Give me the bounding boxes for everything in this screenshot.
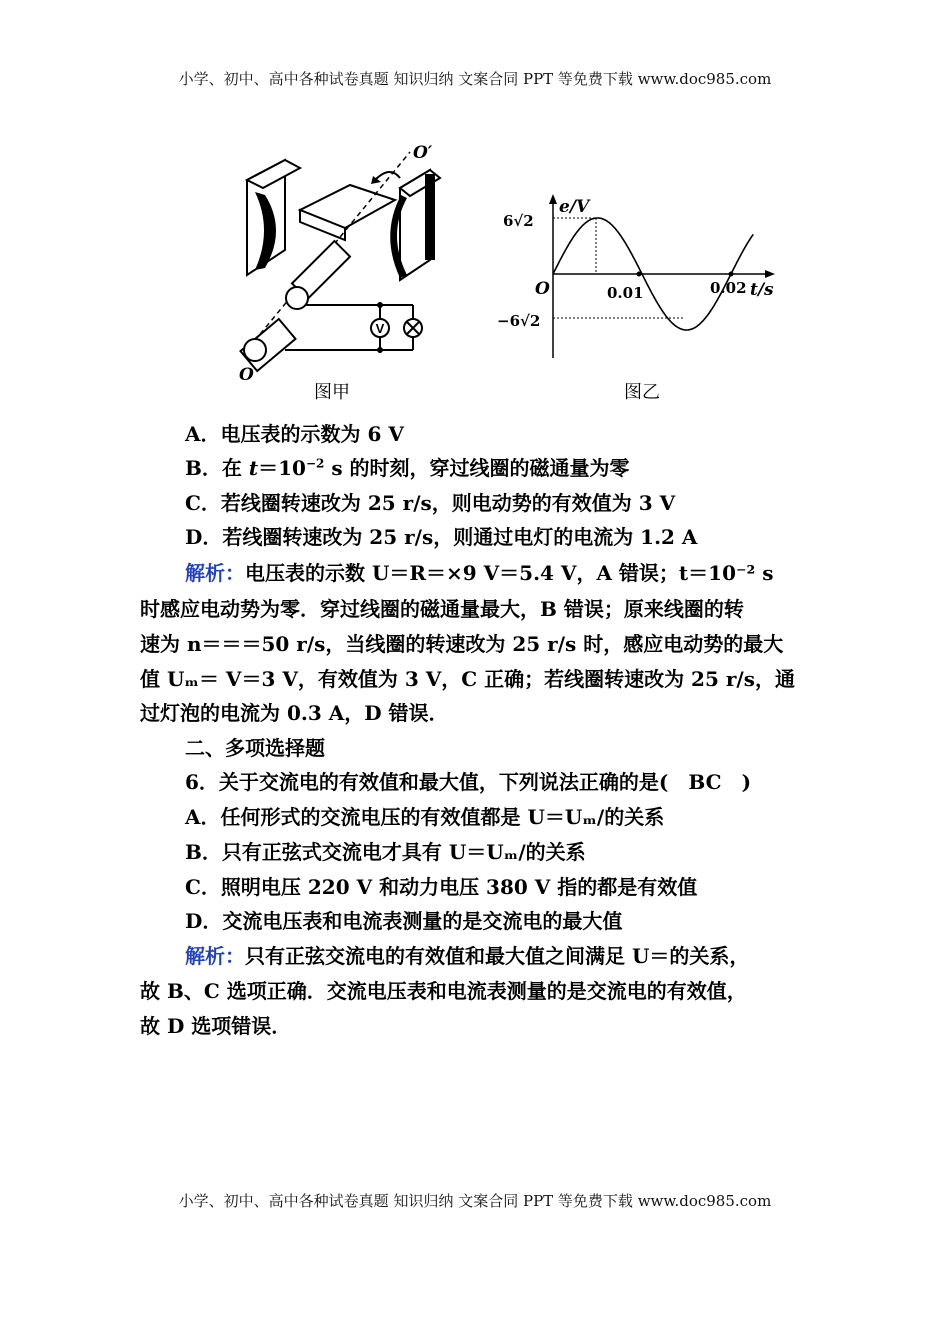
label-o: O [239,365,254,385]
q5-analysis-line2: 时感应电动势为零．穿过线圈的磁通量最大，B 错误；原来线圈的转 [140,597,744,621]
q5-analysis-line1: 解析：电压表的示数 U＝R＝×9 V＝5.4 V，A 错误；t＝10⁻² s [185,561,774,585]
q5-option-d: D．若线圈转速改为 25 r/s，则通过电灯的电流为 1.2 A [185,525,698,549]
q6-stem: 6．关于交流电的有效值和最大值，下列说法正确的是( BC ) [185,770,752,794]
xtick-002: 0.02 [710,279,747,297]
xtick-001: 0.01 [607,284,644,302]
q5-option-a: A．电压表的示数为 6 V [185,422,404,446]
figure-b-caption: 图乙 [624,382,660,403]
q6-analysis-line2: 故 B、C 选项正确．交流电压表和电流表测量的是交流电的有效值， [140,979,747,1003]
q5-option-b: B．在 $t=10^{-2}$ s 的时刻，穿过线圈的磁通量为零 [185,456,630,480]
q6-analysis-line3: 故 D 选项错误． [140,1014,292,1038]
page-header: 小学、初中、高中各种试卷真题 知识归纳 文案合同 PPT 等免费下载 www.doc985.com [178,70,772,88]
q5-analysis-line3: 速为 n＝＝＝50 r/s，当线圈的转速改为 25 r/s 时，感应电动势的最大 [140,632,784,656]
x-axis-label: t/s [750,280,774,300]
q6-option-a: A．任何形式的交流电压的有效值都是 U＝Uₘ/的关系 [185,805,665,829]
y-axis-label: e/V [559,197,590,217]
q6-option-d: D．交流电压表和电流表测量的是交流电的最大值 [185,909,623,933]
ytick-negative: −6√2 [497,312,541,330]
section-title: 二、多项选择题 [185,736,325,760]
q6-option-c: C．照明电压 220 V 和动力电压 380 V 指的都是有效值 [185,875,698,899]
q6-option-b: B．只有正弦式交流电才具有 U＝Uₘ/的关系 [185,840,586,864]
page-footer: 小学、初中、高中各种试卷真题 知识归纳 文案合同 PPT 等免费下载 www.doc985.com [178,1192,772,1210]
q5-option-c: C．若线圈转速改为 25 r/s，则电动势的有效值为 3 V [185,491,676,515]
q5-analysis-line5: 过灯泡的电流为 0.3 A，D 错误． [140,701,449,725]
figure-emf-graph [495,190,785,365]
figure-generator-diagram [225,140,465,385]
label-o-prime: O′ [413,143,433,163]
figure-a-caption: 图甲 [314,382,350,403]
ytick-positive: 6√2 [503,212,534,230]
origin-label: O [535,279,550,299]
q5-analysis-line4: 值 Uₘ＝ V＝3 V，有效值为 3 V，C 正确；若线圈转速改为 25 r/s，通 [140,667,795,691]
q6-analysis-line1: 解析：只有正弦交流电的有效值和最大值之间满足 U＝的关系， [185,944,750,968]
voltmeter-label: V [375,321,385,336]
